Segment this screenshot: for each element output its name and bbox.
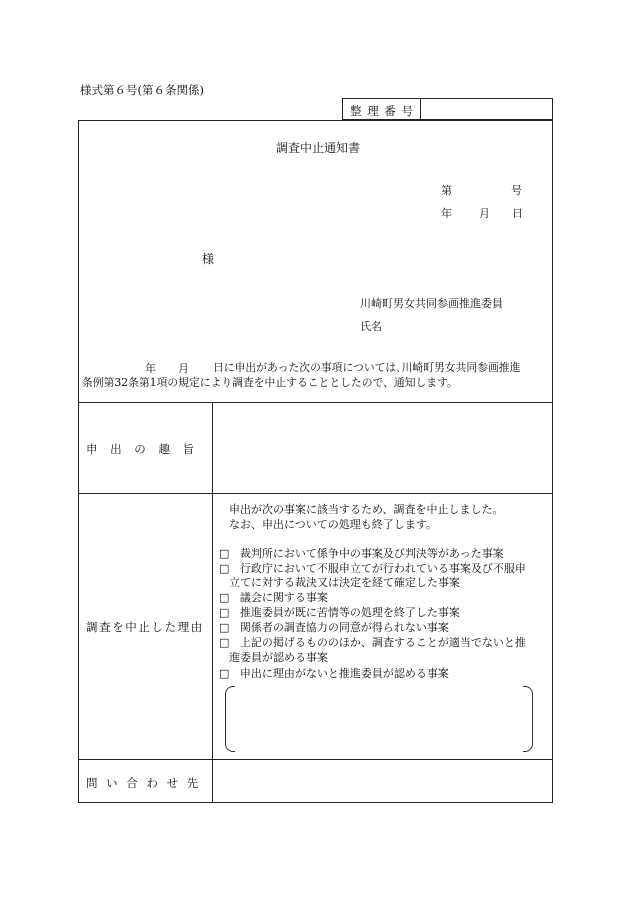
reason-item-6-continuation: 進委員が認める事案 xyxy=(229,651,328,664)
contact-field[interactable] xyxy=(218,765,546,797)
reason-item-text: 関係者の調査協力の同意が得られない事案 xyxy=(239,621,449,634)
reason-item-text: 議会に関する事案 xyxy=(239,591,328,604)
label-column-divider xyxy=(212,402,213,803)
checkbox-icon[interactable]: □ xyxy=(219,562,230,575)
reason-item-2-continuation: 立てに対する裁決又は決定を経て確定した事案 xyxy=(229,576,460,589)
reason-item-text: 裁判所において係争中の事案及び判決等があった事案 xyxy=(239,547,504,560)
date-day: 日 xyxy=(512,207,523,220)
sender-organization: 川崎町男女共同参画推進委員 xyxy=(360,297,503,310)
reason-item-3[interactable] xyxy=(219,591,328,604)
table-top-line xyxy=(78,402,553,403)
registration-number-label: 整 理 番 号 xyxy=(350,104,414,118)
reason-item-6[interactable] xyxy=(219,636,526,649)
notice-title: 調査中止通知書 xyxy=(276,141,361,155)
free-text-area[interactable] xyxy=(238,690,520,748)
date-month: 月 xyxy=(479,207,490,220)
body-year: 年 xyxy=(145,362,156,375)
reason-intro-line2: なお、申出についての処理も終了します。 xyxy=(229,518,437,531)
form-number: 様式第６号(第６条関係) xyxy=(80,83,204,97)
checkbox-icon[interactable]: □ xyxy=(219,667,230,680)
purpose-field[interactable] xyxy=(218,410,546,486)
sender-name-label: 氏名 xyxy=(360,320,382,333)
row-divider-purpose xyxy=(78,493,553,494)
contact-label: 問 い 合 わ せ 先 xyxy=(86,776,199,790)
checkbox-icon[interactable]: □ xyxy=(219,547,230,560)
purpose-label: 申 出 の 趣 旨 xyxy=(86,442,195,456)
body-line2: 条例第32条第1項の規定により調査を中止することとしたので、通知します。 xyxy=(82,376,458,389)
reason-item-text: 行政庁において不服申立てが行われている事案及び不服申 xyxy=(239,562,526,575)
checkbox-icon[interactable]: □ xyxy=(219,591,230,604)
reason-item-text: 上記の掲げるもののほか、調査することが適当でないと推 xyxy=(239,636,526,649)
reason-item-7[interactable] xyxy=(219,667,449,680)
checkbox-icon[interactable]: □ xyxy=(219,621,230,634)
checkbox-icon[interactable]: □ xyxy=(219,636,230,649)
checkbox-icon[interactable]: □ xyxy=(219,606,230,619)
number-suffix: 号 xyxy=(511,184,522,197)
body-line1-rest: 日に申出があった次の事項については､川崎町男女共同参画推進 xyxy=(213,361,521,374)
reason-item-text: 推進委員が既に苦情等の処理を終了した事案 xyxy=(239,606,460,619)
reason-item-5[interactable] xyxy=(219,621,449,634)
row-divider-reason xyxy=(78,759,553,760)
reason-intro-line1: 申出が次の事案に該当するため、調査を中止しました。 xyxy=(229,503,504,516)
reason-item-4[interactable] xyxy=(219,606,460,619)
reason-item-text: 申出に理由がないと推進委員が認める事案 xyxy=(239,667,449,680)
reason-item-2[interactable] xyxy=(219,562,526,575)
free-text-bracket-right xyxy=(523,686,533,752)
number-prefix: 第 xyxy=(441,184,452,197)
date-year: 年 xyxy=(441,207,452,220)
body-month: 月 xyxy=(178,362,189,375)
reason-item-1[interactable] xyxy=(219,547,504,560)
addressee-suffix: 様 xyxy=(202,252,215,266)
registration-divider xyxy=(420,98,421,120)
reason-label: 調査を中止した理由 xyxy=(86,620,204,634)
registration-number-field[interactable] xyxy=(425,103,549,117)
free-text-bracket-left xyxy=(225,686,235,752)
